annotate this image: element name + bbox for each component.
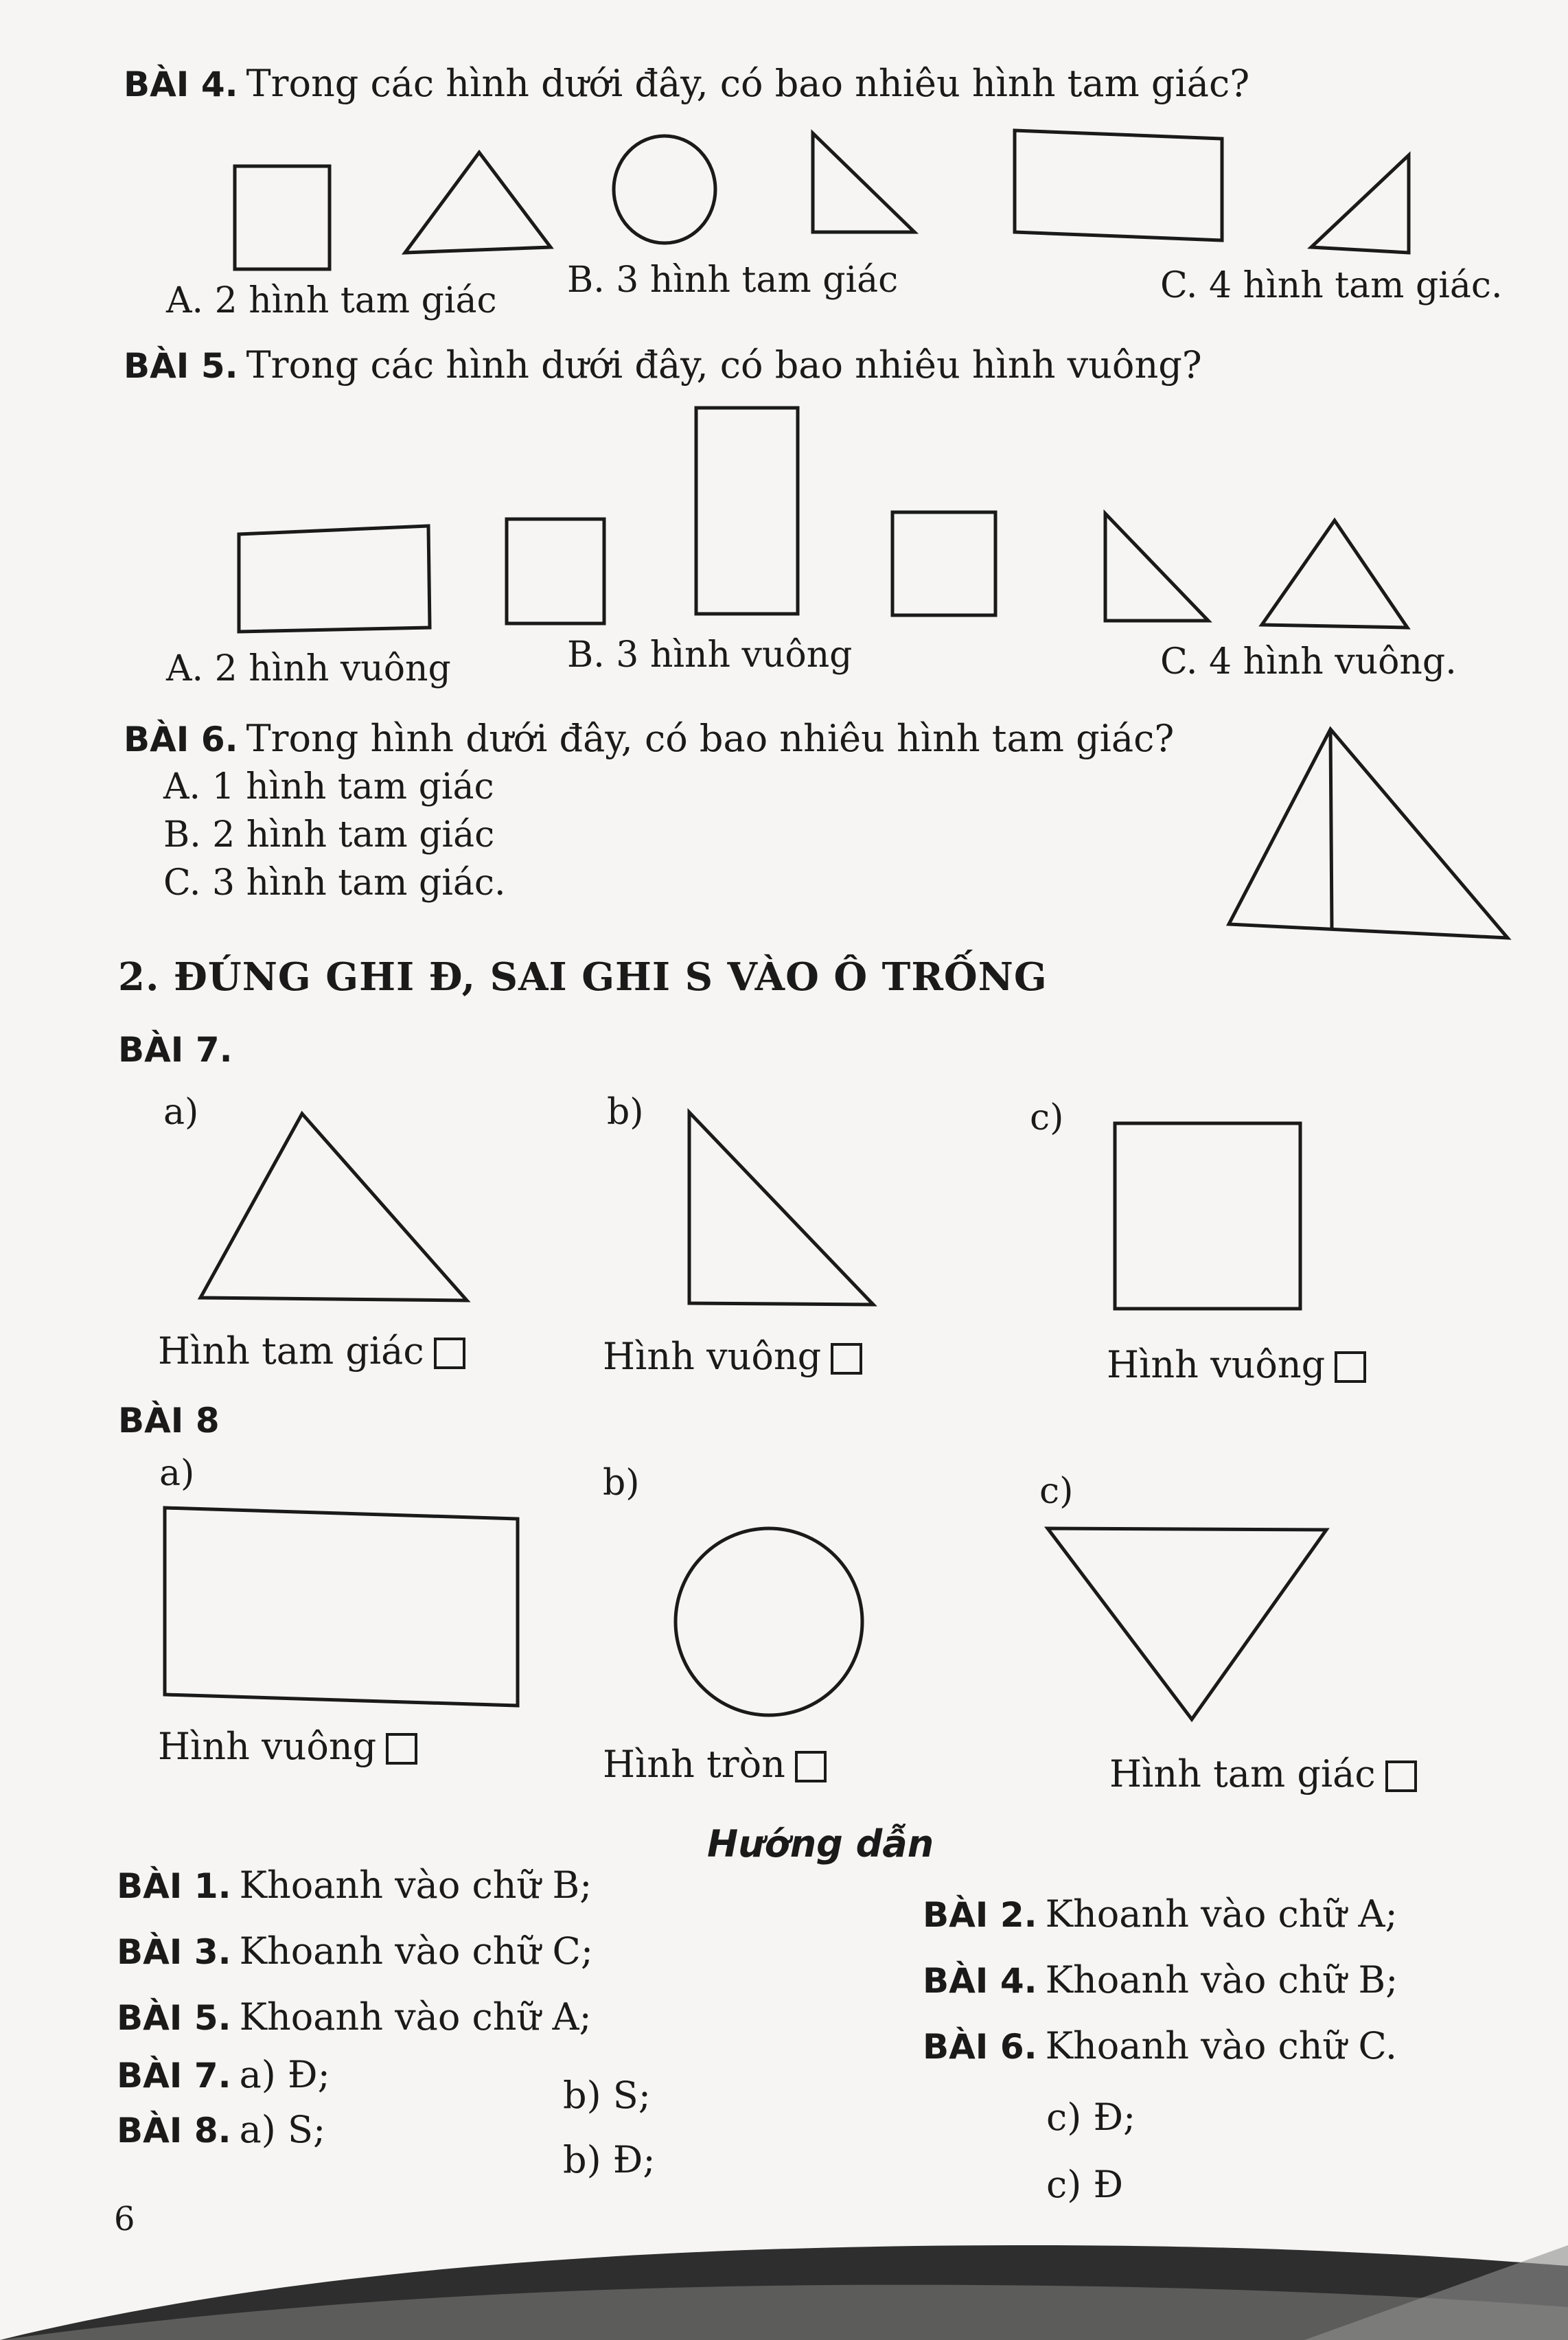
bai8-circle [676,1528,862,1715]
guide-bai8-b: b) Đ; [563,2138,656,2181]
bai4-option-b[interactable]: B. 3 hình tam giác [567,260,899,301]
guide-bai8: BÀI 8. a) S; [117,2108,326,2151]
bottom-decorative-swoosh [0,2218,1568,2340]
bai4-question: BÀI 4. Trong các hình dưới đây, có bao nhiêu hình tam giác? [124,62,1250,105]
bai8-answer-box-b[interactable] [795,1751,827,1782]
bai7-caption-a: Hình tam giác [158,1329,465,1373]
bai5-option-c[interactable]: C. 4 hình vuông. [1160,641,1457,682]
guide-bai3: BÀI 3. Khoanh vào chữ C; [117,1929,594,1973]
guide-bai1: BÀI 1. Khoanh vào chữ B; [117,1863,592,1907]
bai7-part-c: c) [1030,1097,1064,1138]
bai7-part-a: a) [163,1092,199,1133]
guide-bai7-c: c) Đ; [1046,2096,1136,2139]
bai5-option-b[interactable]: B. 3 hình vuông [567,634,853,676]
bai7-caption-c: Hình vuông [1107,1343,1366,1386]
bai6-option-c[interactable]: C. 3 hình tam giác. [163,862,506,904]
guide-bai8-c: c) Đ [1046,2163,1124,2206]
bai6-option-a[interactable]: A. 1 hình tam giác [163,766,494,807]
guide-bai6: BÀI 6. Khoanh vào chữ C. [923,2024,1398,2067]
bai8-caption-a: Hình vuông [158,1725,417,1768]
guide-title: Hướng dẫn [707,1822,934,1866]
bai6-question: BÀI 6. Trong hình dưới đây, có bao nhiêu hình tam giác? [124,717,1175,760]
bai8-label: BÀI 8 [118,1401,220,1441]
section-2-title: 2. ĐÚNG GHI Đ, SAI GHI S VÀO Ô TRỐNG [118,954,1048,1000]
guide-bai7-b: b) S; [563,2074,651,2117]
bai5-option-a[interactable]: A. 2 hình vuông [166,648,451,689]
guide-bai7: BÀI 7. a) Đ; [117,2053,330,2096]
bai8-answer-box-c[interactable] [1385,1760,1417,1792]
bai4-option-c[interactable]: C. 4 hình tam giác. [1160,265,1503,306]
bai7-part-b: b) [607,1092,644,1133]
bai5-question: BÀI 5. Trong các hình dưới đây, có bao nhiêu hình vuông? [124,343,1202,387]
bai8-rectangle [165,1508,518,1706]
bai4-option-a[interactable]: A. 2 hình tam giác [166,280,497,321]
bai8-caption-b: Hình tròn [603,1743,827,1786]
bai7-label: BÀI 7. [118,1030,233,1070]
guide-bai2: BÀI 2. Khoanh vào chữ A; [923,1892,1398,1936]
bai8-caption-c: Hình tam giác [1109,1752,1417,1796]
bai6-option-b[interactable]: B. 2 hình tam giác [163,814,495,856]
bai8-part-c: c) [1039,1471,1074,1512]
bai7-caption-b: Hình vuông [603,1335,862,1378]
bai8-part-a: a) [159,1453,195,1494]
guide-bai4: BÀI 4. Khoanh vào chữ B; [923,1958,1398,2001]
page-number: 6 [114,2200,135,2238]
bai8-answer-box-a[interactable] [386,1733,417,1765]
bai8-inverted-triangle [1048,1528,1326,1719]
guide-bai5: BÀI 5. Khoanh vào chữ A; [117,1995,592,2039]
bai8-part-b: b) [603,1462,640,1504]
